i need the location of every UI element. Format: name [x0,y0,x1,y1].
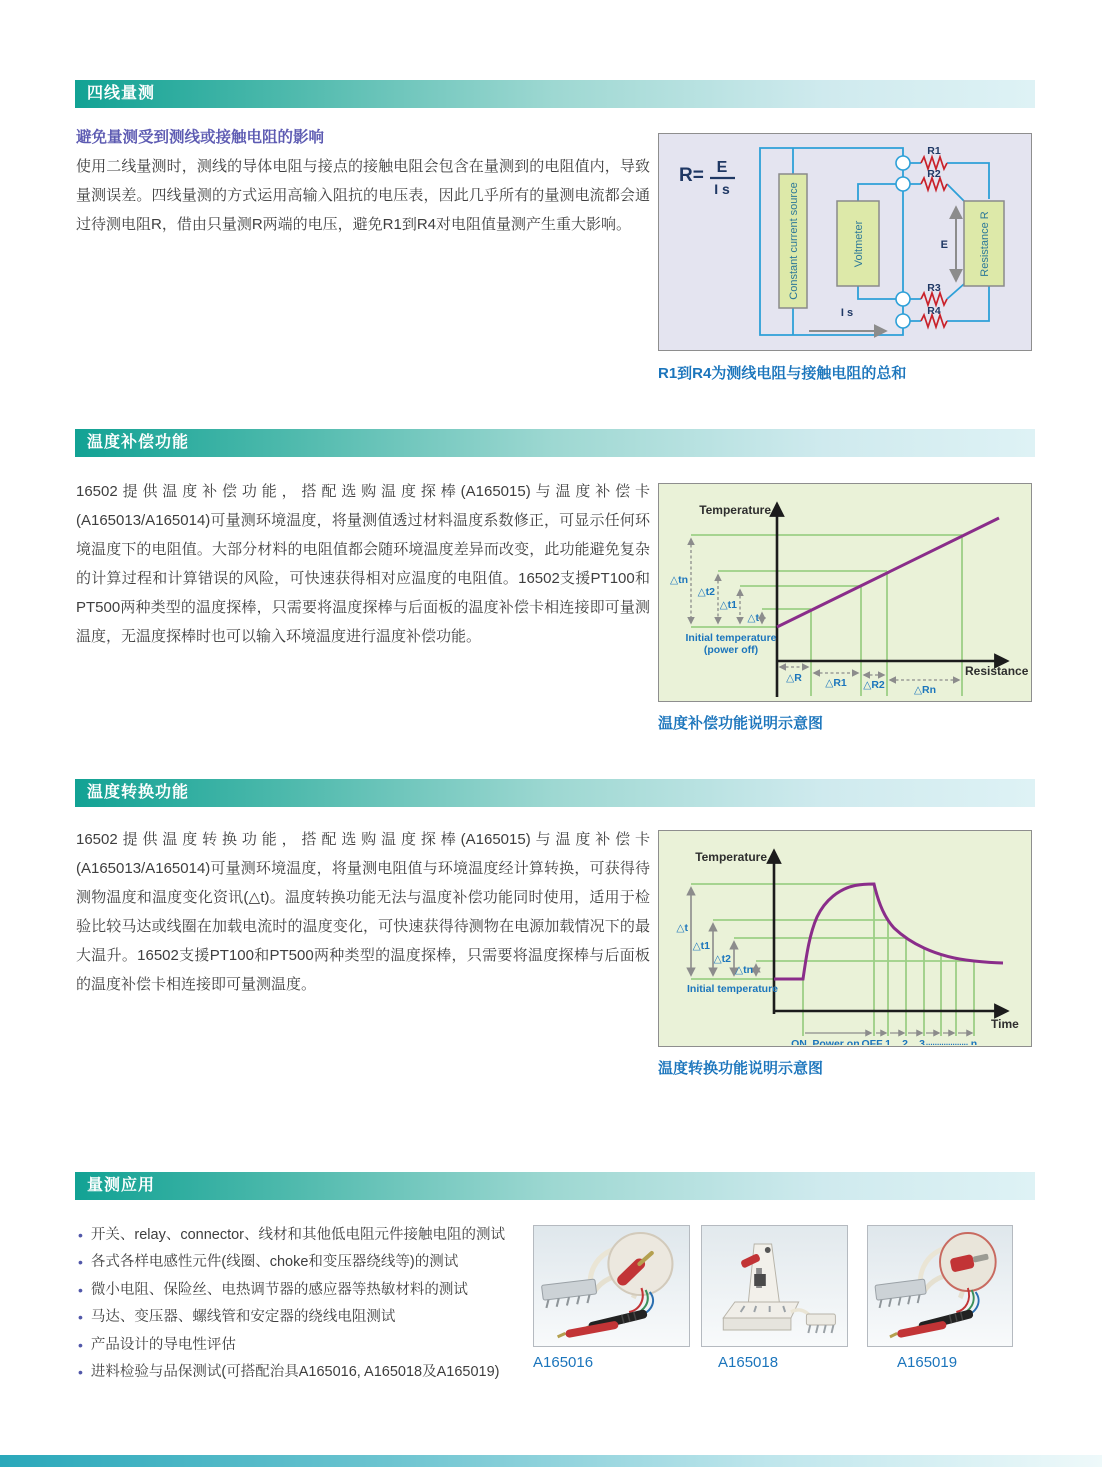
section-header-temp-compensation [75,429,1035,457]
bullet-icon: • [78,1254,83,1271]
formula-r-e-is [679,159,735,197]
product-a165019 [867,1225,1013,1371]
svg-text:△t2: △t2 [697,586,715,598]
svg-text:△tn: △tn [735,964,753,976]
temp-conversion-figure [658,830,1032,1047]
svg-text:...................: ................... [925,1038,969,1045]
bullet-icon: • [78,1227,83,1243]
svg-text:R=: R= [679,165,704,186]
y-axis-title: Temperature [695,850,767,864]
section-header-four-wire [75,80,1035,108]
svg-text:△R1: △R1 [825,677,847,689]
svg-text:△R: △R [786,672,802,684]
list-item [78,1222,558,1249]
reference-lines [691,535,962,696]
y-axis-title: Temperature [699,503,771,517]
section-title: 四线量测 [87,85,156,102]
svg-text:Initial temperature: Initial temperature [687,983,779,995]
temp-compensation-figure [658,483,1032,702]
resistor-labels [927,145,941,317]
x-axis-title: Time [991,1017,1019,1031]
four-wire-subtitle: 避免量测受到测线或接触电阻的影响 [76,129,325,146]
section-title: 温度转换功能 [87,784,190,801]
list-item-text: 开关、relay、connector、线材和其他低电阻元件接触电阻的测试 [90,1227,506,1243]
temperature-compensation-chart [659,484,1030,700]
temp-conversion-body: 16502提供温度转换功能，搭配选购温度探棒(A165015)与温度补偿卡(A165013/A165014)可量测环境温度，将量测电阻值与环境温度经计算转换，可获得待测物温度和温度变化资讯(△t)。温度转换功能无法与温度补偿功能同时使用，适用于检验比较马达或线圈在加载电流时的温度变化，可快速获得待测物在电源加载情况下的最大温升。16502支援PT100和PT500两种类型的温度探棒，只需要将温度探棒与后面板的温度补偿卡相连接即可量测温度。 [76,831,650,993]
svg-text:OFF: OFF [861,1038,883,1045]
bullet-icon: • [78,1281,83,1298]
product-photo-test-leads [867,1225,1013,1347]
application-list [78,1222,558,1386]
e-label: E [940,239,948,251]
voltmeter-label: Voltmeter [853,220,865,268]
svg-text:△tn: △tn [670,574,688,586]
svg-text:n: n [970,1038,978,1045]
svg-text:R1: R1 [927,145,941,157]
svg-text:R3: R3 [927,282,941,294]
time-tick-labels [791,1038,977,1045]
section-header-applications [75,1172,1035,1200]
list-item [78,1249,558,1276]
list-item-text: 产品设计的导电性评估 [90,1336,236,1353]
four-wire-circuit-figure [658,133,1032,351]
temp-compensation-caption: 温度补偿功能说明示意图 [658,715,824,732]
svg-text:(power off): (power off) [703,644,759,656]
svg-text:△R2: △R2 [863,679,885,691]
product-photo-test-leads [533,1225,690,1347]
svg-text:Power on: Power on [812,1038,860,1045]
list-item-text: 微小电阻、保险丝、电热调节器的感应器等热敏材料的测试 [90,1281,468,1298]
x-axis-title: Resistance [965,664,1029,678]
svg-text:△t1: △t1 [692,940,710,952]
svg-text:△t: △t [676,922,688,934]
svg-text:△t2: △t2 [713,953,731,965]
footer-accent-bar [0,1455,1102,1467]
resistance-r-label: Resistance R [979,211,991,277]
svg-text:2: 2 [902,1038,908,1045]
component-boxes [779,174,1004,308]
svg-text:△Rn: △Rn [913,684,937,696]
bullet-icon: • [78,1336,83,1353]
svg-text:3: 3 [919,1038,925,1045]
four-wire-body: 使用二线量测时，测线的导体电阻与接点的接触电阻会包含在量测到的电阻值内，导致量测误差。四线量测的方式运用高输入阻抗的电压表，因此几乎所有的量测电流都会通过待测电阻R，借由只量测R两端的电压，避免R1到R4对电阻值量测产生重大影响。 [76,158,650,233]
section-title: 温度补偿功能 [87,434,190,451]
product-a165016 [533,1225,690,1371]
svg-text:1: 1 [885,1038,891,1045]
list-item [78,1277,558,1304]
four-wire-figure-caption: R1到R4为测线电阻与接触电阻的总和 [658,365,907,382]
product-photo-test-fixture [701,1225,848,1347]
list-item [78,1332,558,1359]
svg-text:R2: R2 [927,168,941,180]
svg-text:R4: R4 [927,305,941,317]
temperature-conversion-chart [659,831,1030,1045]
section-title: 量测应用 [87,1177,156,1194]
bullet-icon: • [78,1309,83,1326]
section-header-temp-conversion [75,779,1035,807]
is-label: I s [840,307,854,319]
product-a165018 [701,1225,848,1371]
temp-conversion-caption: 温度转换功能说明示意图 [658,1060,824,1077]
circuit-diagram [659,134,1030,349]
svg-text:E: E [716,159,728,176]
product-label: A165019 [897,1354,958,1371]
list-item-text: 各式各样电感性元件(线圈、choke和变压器绕线等)的测试 [90,1254,459,1271]
product-label: A165018 [718,1354,779,1371]
list-item-text: 进料检验与品保测试(可搭配治具A165016, A165018及A165019) [90,1364,500,1381]
bullet-icon: • [78,1364,83,1381]
svg-text:I s: I s [714,181,730,197]
constant-current-source-label: Constant current source [788,182,800,300]
product-label: A165016 [533,1354,594,1371]
annotation-labels [670,574,936,696]
svg-text:△t: △t [747,612,759,624]
list-item-text: 马达、变压器、螺线管和安定器的绕线电阻测试 [90,1309,396,1326]
temp-compensation-body: 16502提供温度补偿功能，搭配选购温度探棒(A165015)与温度补偿卡(A165013/A165014)可量测环境温度，将量测值透过材料温度系数修正，可显示任何环境温度下的电阻值。大部分材料的电阻值都会随环境温度差异而改变，此功能避免复杂的计算过程和计算错误的风险，可快速获得相对应温度的电阻值。16502支援PT100和PT500两种类型的温度探棒，只需要将温度探棒与后面板的温度补偿卡相连接即可量测温度，无温度探棒时也可以输入环境温度进行温度补偿功能。 [76,483,650,645]
svg-text:Initial temperature: Initial temperature [685,632,777,644]
svg-text:△t1: △t1 [719,599,737,611]
svg-text:ON: ON [791,1038,807,1045]
list-item [78,1359,558,1386]
list-item [78,1304,558,1331]
